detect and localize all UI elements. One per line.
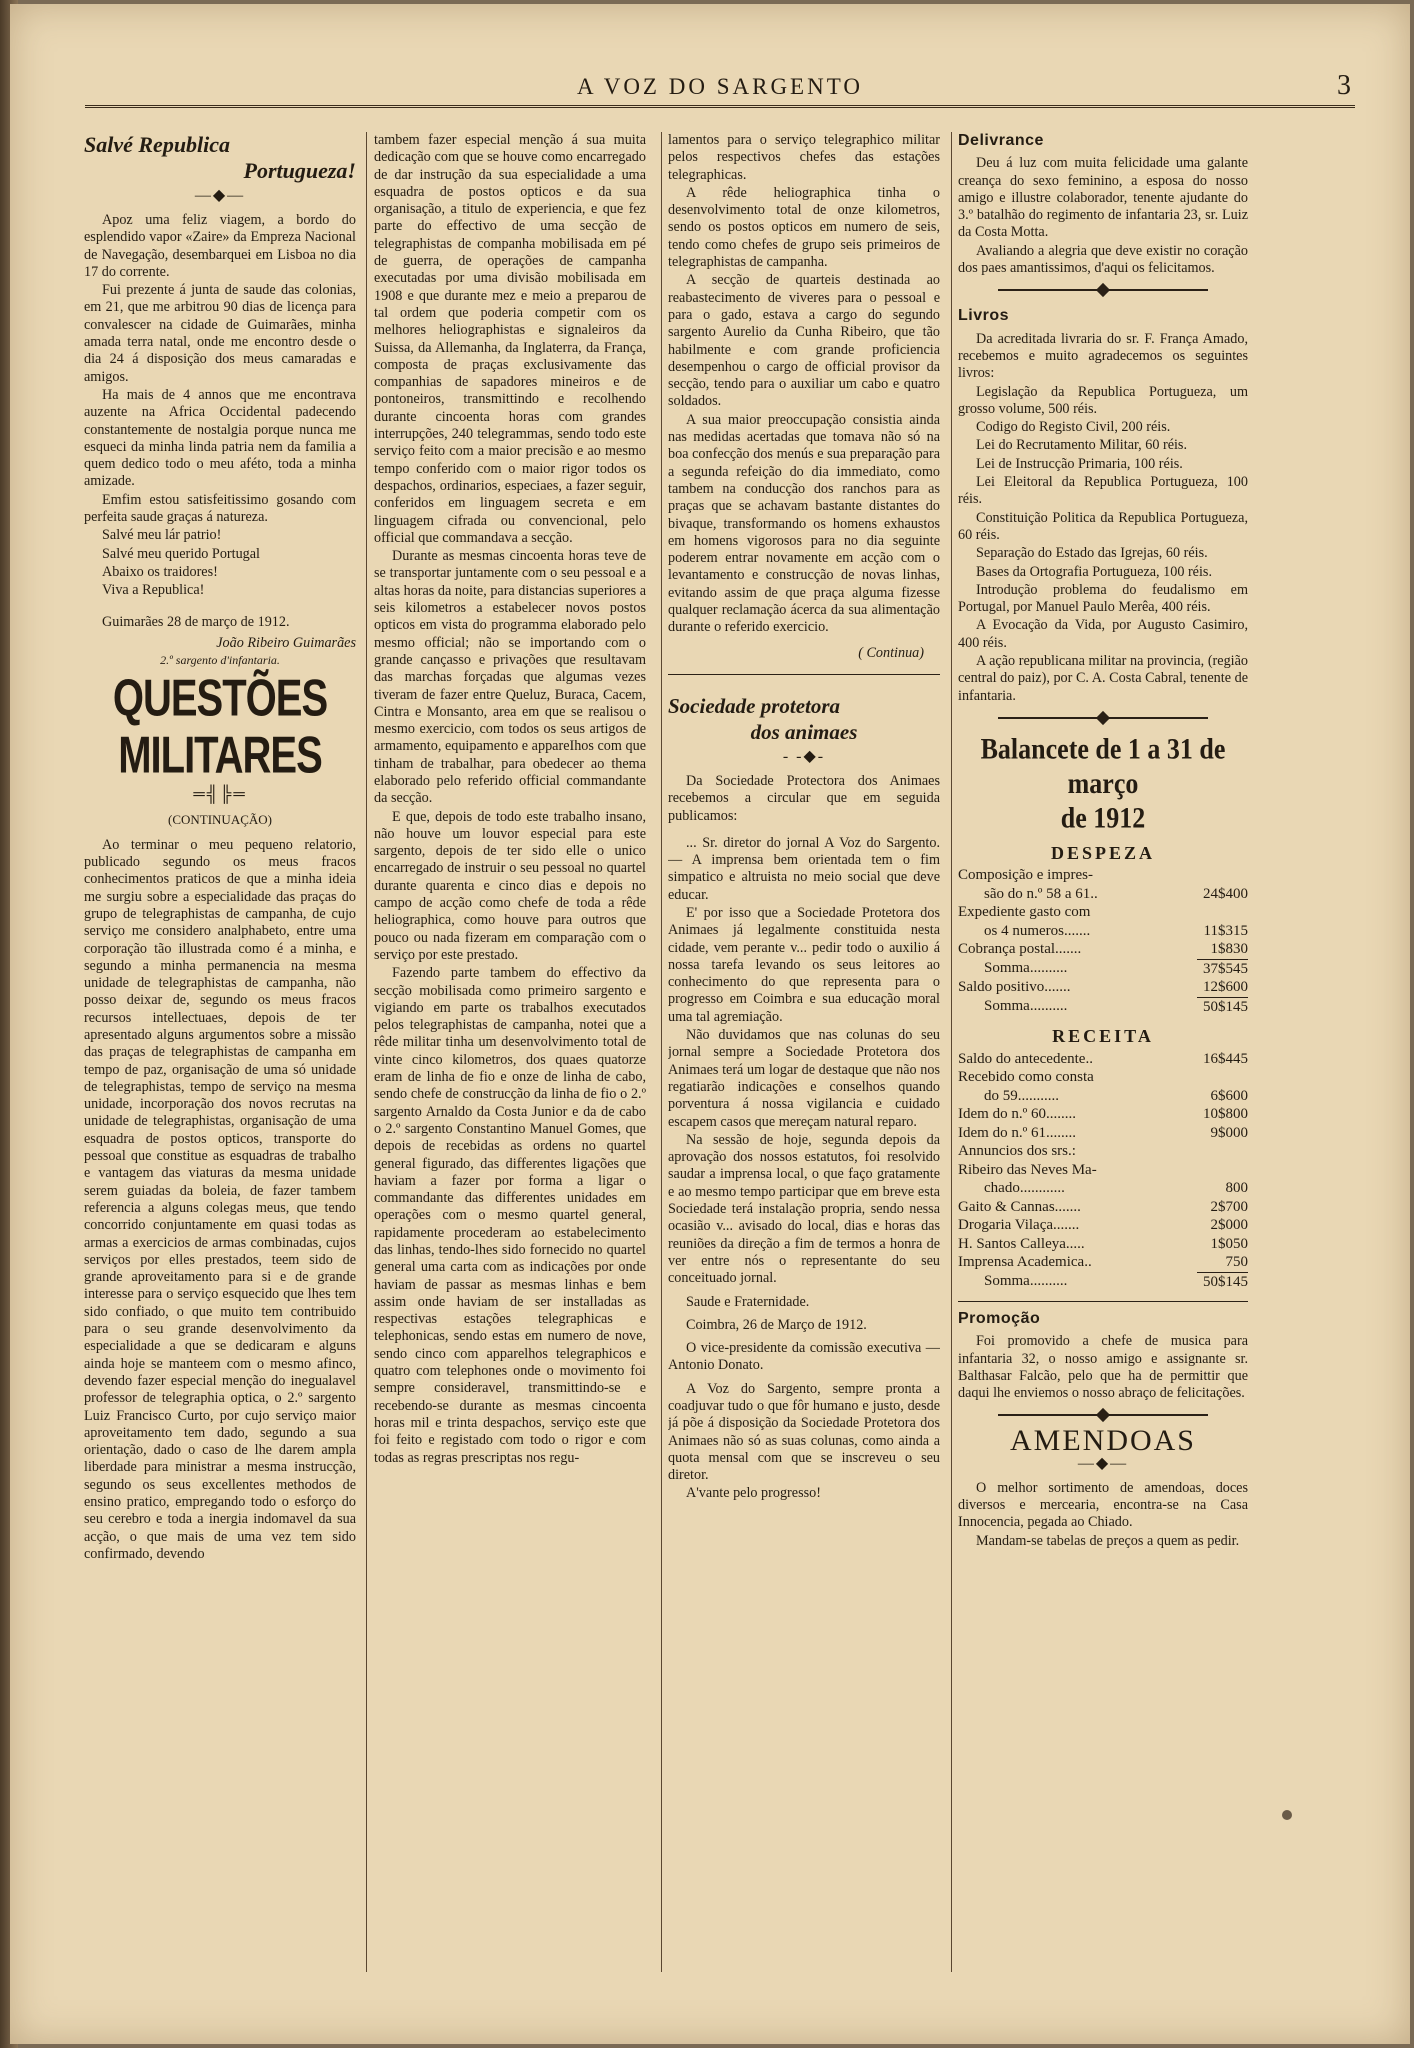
ledger-label: Saldo do antecedente..: [958, 1050, 1093, 1067]
ledger-row: [958, 1068, 1248, 1087]
column-1: [84, 132, 356, 2012]
ledger-row: [958, 1161, 1248, 1180]
ledger-label: Recebido como consta: [958, 1069, 1094, 1085]
ledger-label: Somma..........: [984, 1272, 1068, 1289]
questoes-subheading: (CONTINUAÇÃO): [168, 812, 272, 828]
sociedade-paragraph: Da Sociedade Protectora dos Animaes recebemos a circular que em seguida publicamos:: [668, 772, 940, 824]
livro-item: Codigo do Registo Civil, 200 réis.: [976, 419, 1171, 436]
delivrance-paragraph: Avaliando a alegria que deve existir no coração dos paes amantissimos, d'aqui os felicitamos.: [958, 242, 1248, 277]
page-header: [85, 68, 1355, 108]
ornament-divider: —◆—: [194, 187, 246, 204]
ledger-row: [958, 978, 1248, 997]
receita-heading: RECEITA: [1052, 1026, 1154, 1047]
questoes-paragraph: Durante as mesmas cincoenta horas teve de se transportar juntamente com o seu pessoal e a altas horas da noite, para distancias superiores a seis kilometros a estabelecer novos postos opticos em vista do programma elaborado pelo mesmo official; não se importando com o grande cançasso e privações que resultavam das marchas forçadas que algumas vezes tiveram de fazer entre Queluz, Buraca, Cacem, Cintra e Monsanto, area em que se realisou o mesmo exercicio, com todos os seus artigos de armamento, equipamento e appareIhos com que tinham de trabalhar, para obedecer ao thema elaborado pelo referido official commandante da secção.: [374, 548, 646, 807]
ledger-row: [958, 1235, 1248, 1254]
salve-verse: Salvé meu querido Portugal: [102, 545, 261, 562]
questoes-paragraph: A rêde heliographica tinha o desenvolvimento total de onze kilometros, sendo os postos opticos em numero de seis, tendo como chefes de grupo seis primeiros de telegraphistas de campanha.: [668, 184, 940, 271]
ledger-row: [958, 1216, 1248, 1235]
ornament-divider: [958, 711, 1248, 725]
ledger-row: [958, 1050, 1248, 1069]
ledger-value: 11$315: [1203, 922, 1248, 939]
ledger-value: 10$800: [1203, 1106, 1248, 1122]
salve-verse: Abaixo os traidores!: [102, 563, 218, 580]
salve-heading-1: Salvé Republica: [84, 132, 231, 157]
column-3: [668, 132, 940, 2012]
promocao-heading: Promoção: [958, 1310, 1041, 1327]
salve-paragraph: Apoz uma feliz viagem, a bordo do esplendido vapor «Zaire» da Empreza Nacional de Navegação, desembarquei em Lisboa no dia 17 do corrente.: [84, 212, 356, 280]
ledger-label: Composição e impres-: [958, 867, 1093, 884]
despeza-table: [958, 866, 1248, 1016]
ledger-value: 16$445: [1203, 1050, 1248, 1067]
sociedade-paragraph: E' por isso que a Sociedade Protetora dos Animaes já legalmente constituida nesta cidade, vem perante v... pedir todo o auxilio á nossa tarefa levando os seus leitores ao conhecimento do que representa para o progresso em Coimbra e sua educação moral uma tal agremiação.: [668, 904, 940, 1025]
section-rule: [958, 1301, 1248, 1302]
livro-item: Constituição Politica da Republica Portugueza, 60 réis.: [958, 509, 1248, 543]
ledger-value: 6$600: [1210, 1087, 1248, 1104]
sociedade-paragraph: ... Sr. diretor do jornal A Voz do Sargento. — A imprensa bem orientada tem o fim simpatico e altruista no meio social que deve educar.: [668, 834, 940, 903]
livro-item: A ação republicana militar na provincia, (região central do paiz), por C. A. Costa Cabral, tenente de infantaria.: [958, 653, 1248, 704]
ledger-label: Idem do n.º 61........: [958, 1124, 1076, 1141]
ledger-value: [1242, 1161, 1248, 1180]
ornament-divider: —◆—: [1077, 1454, 1129, 1472]
ledger-row: [958, 1087, 1248, 1106]
ledger-row: [958, 1142, 1248, 1161]
ledger-value: 50$145: [1197, 997, 1248, 1017]
despeza-heading: DESPEZA: [1050, 842, 1156, 863]
ledger-label: H. Santos Calleya.....: [958, 1235, 1085, 1252]
ledger-label: Saldo positivo.......: [958, 979, 1071, 996]
ledger-value: [1242, 1068, 1248, 1087]
ledger-label: chado............: [984, 1180, 1065, 1196]
ledger-value: 1$830: [1210, 941, 1248, 958]
ledger-value: [1242, 866, 1248, 885]
sociedade-paragraph: O vice-presidente da comissão executiva — Antonio Donato.: [668, 1340, 940, 1374]
salve-verse: Viva a Republica!: [102, 582, 205, 599]
salve-author-rank: 2.º sargento d'infantaria.: [160, 653, 280, 668]
livro-item: Introdução problema do feudalismo em Portugal, por Manuel Paulo Merêa, 400 réis.: [958, 581, 1248, 616]
ledger-value: [1242, 903, 1248, 922]
continua-note: ( Continua): [858, 644, 924, 661]
amendoas-paragraph: Mandam-se tabelas de preços a quem as pedir.: [976, 1532, 1240, 1549]
ledger-row: [958, 885, 1248, 904]
ledger-row: [958, 922, 1248, 941]
sociedade-paragraph: Não duvidamos que nas colunas do seu jornal sempre a Sociedade Protetora dos Animaes terá um logar de destaque que não nos regatiarão indicações e conselhos quando porventura á nossa vigilancia e cuidado escapem casos que mereçam natural reparo.: [668, 1027, 940, 1130]
ledger-row: [958, 1105, 1248, 1124]
sociedade-paragraph: Coimbra, 26 de Março de 1912.: [686, 1316, 867, 1333]
ledger-label: Cobrança postal.......: [958, 941, 1082, 958]
ornament-divider: [958, 1408, 1248, 1422]
questoes-paragraph: Ao terminar o meu pequeno relatorio, publicado segundo os meus fracos conhecimentos praticos de que a minha ideia me surgiu sobre a especialidade das praças do grupo de telegraphistas de campanha, de cujo serviço me considero analphabeto, entre uma corporação tão illustrada como é a minha, e segundo a minha permanencia na mesma unidade de telegraphistas de campanha, não posso deixar de, segundo os meus fracos recursos intellectuaes, depois de ter apresentado alguns argumentos sobre a missão das praças de telegraphistas de campanha em tempo de paz, organisação de uma só unidade de telegraphistas, tempo de serviço na mesma unidade, incorporação dos novos recrutas na unidade de telegraphistas, organisação de uma esquadra de postos opticos, transporte do pessoal que constitue as esquadras de trabalho e vantagem das viaturas da mesma unidade serem guiadas da boleia, de fazer tambem referencia a alguns colegas meus, que tendo concorrido conjuntamente em quasi todas as armas a exercicios de armas combinadas, cujos serviços por elles prestados, teem sido de grande aproveitamento para si e de grande interesse para o serviço esquecido que lhes tem sido confiado, o que muito tem contribuido para o seu grande desenvolvimento da especialidade a que se dedicaram e alguns ainda hoje se manteem com o mesmo afinco, devendo fazer especial menção do inegualavel professor de telegraphia optica, o 2.º sargento Luiz Francisco Curto, por cujo serviço maior aproveitamento tem dado, segundo a sua orientação, dado o caso de lhe darem ampla liberdade para ministrar a mesma instrucção, segundo os seus excellentes methodos de ensino pratico, empregando todo o esforço do seu cerebro e toda a inergia indomavel da sua acção, o que mais de uma vez tem sido confirmado, devendo: [84, 836, 356, 1562]
sociedade-paragraph: A Voz do Sargento, sempre pronta a coadjuvar tudo o que fôr humano e justo, desde já põe á disposição da Sociedade Protetora dos Animaes não só as suas colunas, como ainda a quota mensal com que se inscreveu o seu diretor.: [668, 1380, 940, 1484]
ledger-value: 2$000: [1210, 1217, 1248, 1233]
salve-author: João Ribeiro Guimarães: [216, 634, 356, 651]
questoes-paragraph: Fazendo parte tambem do effectivo da secção mobilisada como primeiro sargento e vigiando em parte os trabalhos executados pelos telegraphistas de campanha, notei que a rêde militar tinha um desenvolvimento total de vinte cinco kilometros, dos quaes quatorze eram de linha de fio e onze de linha de cabo, sendo chefe de construcção da linha de fio o 2.º sargento Arnaldo da Costa Junior e da de cabo o 2.º sargento Constantino Manuel Gomes, que depois de recebidas as ordens no quartel general figurado, das differentes ligações que haviam a fazer por forma a ligar o commandante das differentes unidades em operações com o mesmo quartel general, rapidamente procederam ao estabelecimento das linhas, tendo-lhes sido fornecido no quartel general uma carta com as indicações por onde haviam de passar as mesmas linhas e bem assim onde haviam de ser installadas as respectivas estações telegraphicas e telephonicas, sendo estas em numero de nove, sendo cinco com apparelhos telegraphicos e quatro com telephones onde o movimento foi sempre consideravel, transmittindo-se e recebendo-se durante as mesmas cincoenta horas mil e trinta despachos, serviço este que foi feito e registado com todo o rigor e com todas as regras prescriptas nos regu-: [374, 965, 646, 1466]
salve-paragraph: Fui prezente á junta de saude das colonias, em 21, que me arbitrou 90 dias de licença para convalescer na cidade de Guimarães, minha amada terra natal, onde me encontro desde o dia 24 á disposição dos meus camaradas e amigos.: [84, 282, 356, 385]
amendoas-heading: AMENDOAS: [1009, 1424, 1196, 1458]
ledger-value: 1$050: [1210, 1235, 1248, 1252]
ledger-value: 750: [1225, 1254, 1248, 1270]
questoes-paragraph: A secção de quarteis destinada ao reabastecimento de viveres para o pessoal e para o gado, estava a cargo do segundo sargento Aurelio da Cunha Ribeiro, que tão habilmente e com grande proficiencia desempenhou o cargo de official provisor da secção, tendo para o auxiliar um cabo e quatro soldados.: [668, 272, 940, 410]
balancete-title: [958, 732, 1248, 836]
livro-item: A Evocação da Vida, por Augusto Casimiro, 400 réis.: [958, 617, 1248, 651]
newspaper-title: A VOZ DO SARGENTO: [577, 74, 863, 99]
questoes-paragraph: E que, depois de todo este trabalho insano, não houve um louvor especial para este sargento, depois de ter sido elle o unico encarregado de instruir o seu pessoal no quartel durante quarenta e cinco dias e depois no campo de acção como chefe de toda a rêde heliographica, como houve para outros que pouco ou nada fizeram em comparação com o serviço por este prestado.: [374, 808, 646, 963]
livros-intro: Da acreditada livraria do sr. F. França Amado, recebemos e muito agradecemos os seguintes livros:: [958, 330, 1248, 382]
ledger-value: 12$600: [1203, 979, 1248, 996]
promocao-paragraph: Foi promovido a chefe de musica para infantaria 32, o nosso amigo e assignante sr. Balthasar Falcão, pelo que ha de permittir que daqui lhe enviemos o nosso abraço de felicitações.: [958, 1333, 1248, 1402]
ledger-label: Somma..........: [984, 959, 1068, 976]
section-rule: [668, 674, 940, 675]
ledger-label: Drogaria Vilaça.......: [958, 1217, 1080, 1233]
salve-paragraph: Ha mais de 4 annos que me encontrava auzente na Africa Occidental padecendo constantemente de nostalgia porque nunca me esqueci da minha linda patria nem da familia a quem dedico todo o meu aféto, toda a minha amizade.: [84, 386, 356, 490]
livro-item: Legislação da Republica Portugueza, um grosso volume, 500 réis.: [958, 383, 1248, 417]
questoes-paragraph: lamentos para o serviço telegraphico militar pelos respectivos chefes das estações telegraphicas.: [668, 132, 940, 183]
column-divider: [661, 132, 662, 1972]
delivrance-heading: Delivrance: [958, 132, 1044, 149]
ledger-value: 800: [1225, 1180, 1248, 1196]
ledger-value: 37$545: [1197, 959, 1248, 979]
questoes-paragraph: A sua maior preoccupação consistia ainda nas medidas acertadas que tomava não só na boa confecção dos menús e sua preparação para a segunda refeição do dia immediato, como tambem na conducção dos ranchos para as praças que se achavam bastante distantes do bivaque, transformando os homens exhaustos em homens vigorosos para no dia seguinte poderem entrar novamente em acção com o levantamento e construcção de novas linhas, evitando assim de que praça alguma fizesse qualquer reclamação ácerca da sua alimentação durante o referido exercicio.: [668, 411, 940, 636]
salve-paragraph: Emfim estou satisfeitissimo gosando com perfeita saude graças á natureza.: [84, 491, 356, 526]
paper-spot: [1282, 1810, 1292, 1820]
column-2: [374, 132, 646, 2012]
questoes-paragraph: tambem fazer especial menção á sua muita dedicação com que se houve como encarregado de dar instrução da sua especialidade a uma esquadra de postos opticos e da sua organisação, a titulo de experiencia, e que fez parte do effectivo de uma secção de telegraphistas de companha mobilisada em pé de guerra, de operações de campanha executadas por uma divisão mobilisada em 1908 e que durante mez e meio a preparou de tal ordem que poderia competir com os melhores heliographistas e signaleiros da Suissa, da Allemanha, da Inglaterra, da França, composta de praças exclusivamente das companhias de sapadores mineiros e de pontoneiros, transmittindo e recolhendo durante cincoenta horas com grandes interrupções, 240 telegrammas, sendo todo este serviço feito com a maior precisão e ao mesmo tempo conferido com o maior rigor todos os despachos, ordinarios, especiaes, a fazer seguir, conferidos em linguagem secreta e em linguagem cifrada ou convencional, pelo official que commandava a secção.: [374, 132, 646, 546]
ledger-label: Imprensa Academica..: [958, 1254, 1092, 1270]
ledger-value: 9$000: [1210, 1124, 1248, 1141]
sociedade-heading-1: Sociedade protetora: [668, 693, 841, 718]
ornament-divider: - -◆-: [782, 747, 826, 765]
ledger-row: [958, 997, 1248, 1017]
ledger-value: [1242, 1142, 1248, 1161]
ledger-value: 24$400: [1203, 885, 1248, 902]
livros-list: [958, 384, 1248, 705]
ledger-value: 2$700: [1210, 1198, 1248, 1215]
ledger-label: Annuncios dos srs.:: [958, 1143, 1076, 1159]
sociedade-paragraph: Saude e Fraternidade.: [686, 1293, 810, 1310]
sociedade-paragraph: A'vante pelo progresso!: [686, 1485, 821, 1502]
livro-item: Lei Eleitoral da Republica Portugueza, 100 réis.: [958, 474, 1248, 508]
ledger-label: Ribeiro das Neves Ma-: [958, 1161, 1097, 1178]
column-4: [958, 132, 1248, 2012]
ledger-row: [958, 940, 1248, 959]
ledger-value: 50$145: [1197, 1272, 1248, 1292]
receita-table: [958, 1050, 1248, 1292]
salve-verse: Salvé meu lár patrio!: [102, 527, 222, 544]
livros-heading: Livros: [958, 307, 1010, 325]
sociedade-paragraph: Na sessão de hoje, segunda depois da aprovação dos nossos estatutos, foi resolvido saudar a imprensa local, o que faço gratamente e ao mesmo tempo participar que em breve esta Sociedade terá instalação propria, sendo nessa ocasião v... avisado do local, dias e horas das reuniões da direção a fim de termos a honra de ver entre nós o representante do seu conceituado jornal.: [668, 1131, 940, 1287]
salve-heading-2: Portugueza!: [243, 158, 356, 183]
ledger-label: Idem do n.º 60........: [958, 1106, 1076, 1122]
ledger-row: [958, 1179, 1248, 1198]
ledger-row: [958, 903, 1248, 922]
ledger-row: [958, 1272, 1248, 1292]
ledger-label: Somma..........: [984, 997, 1068, 1014]
livro-item: Lei do Recrutamento Militar, 60 réis.: [976, 437, 1188, 454]
column-divider: [951, 132, 952, 1972]
questoes-heading: QUESTÕES MILITARES: [112, 670, 328, 785]
ledger-row: [958, 1198, 1248, 1217]
livro-item: Separação do Estado das Igrejas, 60 réis.: [976, 545, 1208, 562]
ornament-divider: [958, 283, 1248, 297]
ledger-row: [958, 1124, 1248, 1143]
column-divider: [366, 132, 367, 1972]
balancete-title-line: de 1912: [1060, 801, 1146, 835]
balancete-title-line: Balancete de 1 a 31 de março: [980, 732, 1226, 801]
page-number: 3: [1337, 70, 1351, 101]
ledger-row: [958, 1253, 1248, 1272]
ledger-label: são do n.º 58 a 61..: [984, 885, 1098, 902]
ledger-label: Expediente gasto com: [958, 904, 1091, 921]
ornament-divider: ═╣╠═: [193, 786, 247, 804]
salve-dateline: Guimarães 28 de março de 1912.: [102, 613, 290, 630]
amendoas-paragraph: O melhor sortimento de amendoas, doces diversos e mercearia, encontra-se na Casa Innocencia, pegada ao Chiado.: [958, 1479, 1248, 1531]
ledger-label: do 59...........: [984, 1087, 1059, 1104]
livro-item: Bases da Ortografia Portugueza, 100 réis.: [976, 563, 1212, 580]
ledger-row: [958, 866, 1248, 885]
ledger-label: Gaito & Cannas.......: [958, 1198, 1081, 1215]
livro-item: Lei de Instrucção Primaria, 100 réis.: [976, 455, 1183, 472]
ledger-row: [958, 959, 1248, 979]
sociedade-heading-2: dos animaes: [750, 719, 858, 744]
delivrance-paragraph: Deu á luz com muita felicidade uma galante creança do sexo feminino, a esposa do nosso amigo e illustre colaborador, tenente ajudante do 3.º batalhão do regimento de infantaria 23, sr. Luiz da Costa Motta.: [958, 155, 1248, 241]
ledger-label: os 4 numeros.......: [984, 922, 1091, 939]
